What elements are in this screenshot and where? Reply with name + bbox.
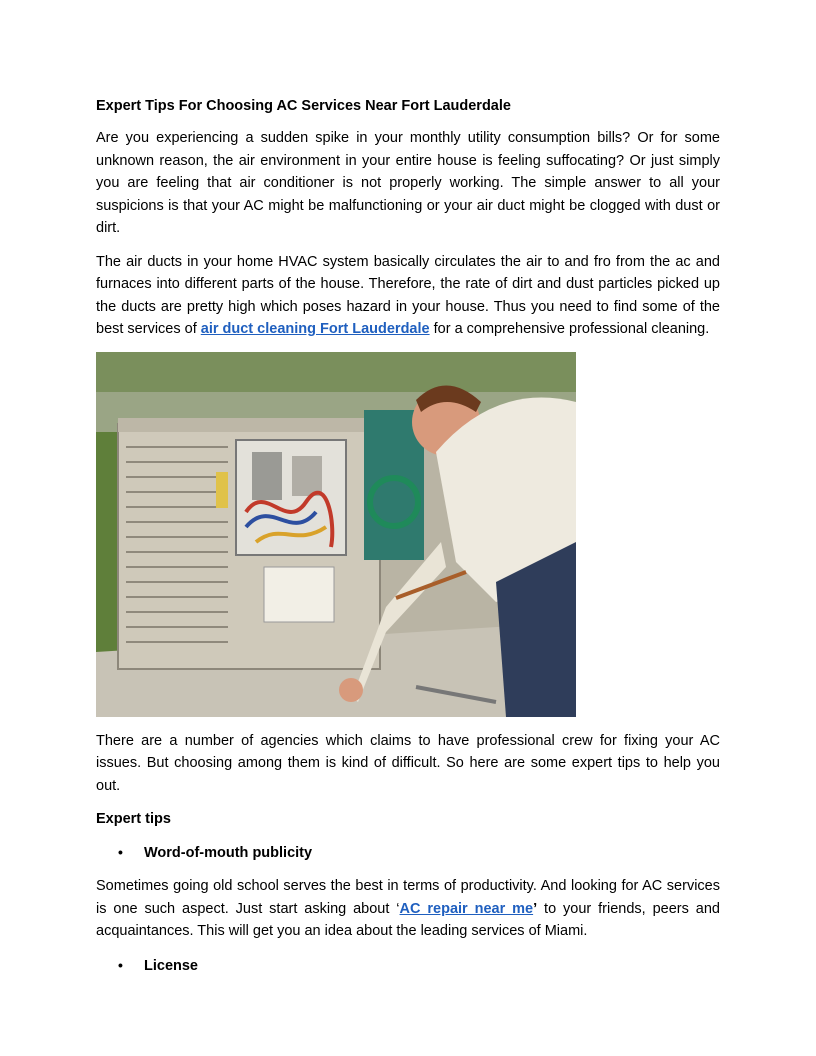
bullet-license-label: License: [144, 957, 198, 974]
bullet-word-of-mouth: [96, 841, 720, 864]
word-of-mouth-paragraph: [96, 875, 720, 943]
bullet-license: [96, 954, 720, 977]
bullet-dot-icon: •: [118, 844, 123, 860]
air-duct-paragraph-end: for a comprehensive professional cleaning.: [429, 321, 710, 337]
intro-paragraph: Are you experiencing a sudden spike in your monthly utility consumption bills? Or for some unknown reason, the air environment in your entire house is feeling suffocating? Or just simply you are feeling that air conditioner is not properly working. The simple answer to all your suspicions is that your AC might be malfunctioning or your air duct might be clogged with dust or dirt.: [96, 130, 720, 236]
bullet-word-of-mouth-label: Word-of-mouth publicity: [144, 845, 313, 861]
air-duct-paragraph-text: The air ducts in your home HVAC system basically circulates the air to and fro from the ac and furnaces into different parts of the house. Therefore, the rate of dirt and dust particles picked up the ducts are pretty high which poses hazard in your house. Thus you need to find some of the best services of: [96, 253, 720, 337]
air-duct-cleaning-link[interactable]: air duct cleaning Fort Lauderdale: [200, 321, 430, 337]
document-page: [96, 95, 720, 988]
air-duct-paragraph: [96, 251, 720, 341]
word-of-mouth-text-end: to your friends, peers and acquaintances. This will get you an idea about the leading services of Miami.: [96, 900, 720, 939]
closing-quote: ’: [533, 900, 538, 917]
bullet-dot-icon: •: [118, 956, 123, 973]
agencies-paragraph: There are a number of agencies which claims to have professional crew for fixing your AC issues. But choosing among them is kind of difficult. So here are some expert tips to help you out.: [96, 732, 720, 794]
ac-technician-photo: [96, 352, 576, 717]
expert-tips-heading: Expert tips: [96, 811, 171, 827]
ac-repair-near-me-link[interactable]: AC repair near me: [399, 900, 534, 917]
word-of-mouth-text: Sometimes going old school serves the best in terms of productivity. And looking for AC services is one such aspect. Just start asking about ‘: [96, 878, 720, 917]
document-title: Expert Tips For Choosing AC Services Near Fort Lauderdale: [96, 98, 511, 114]
